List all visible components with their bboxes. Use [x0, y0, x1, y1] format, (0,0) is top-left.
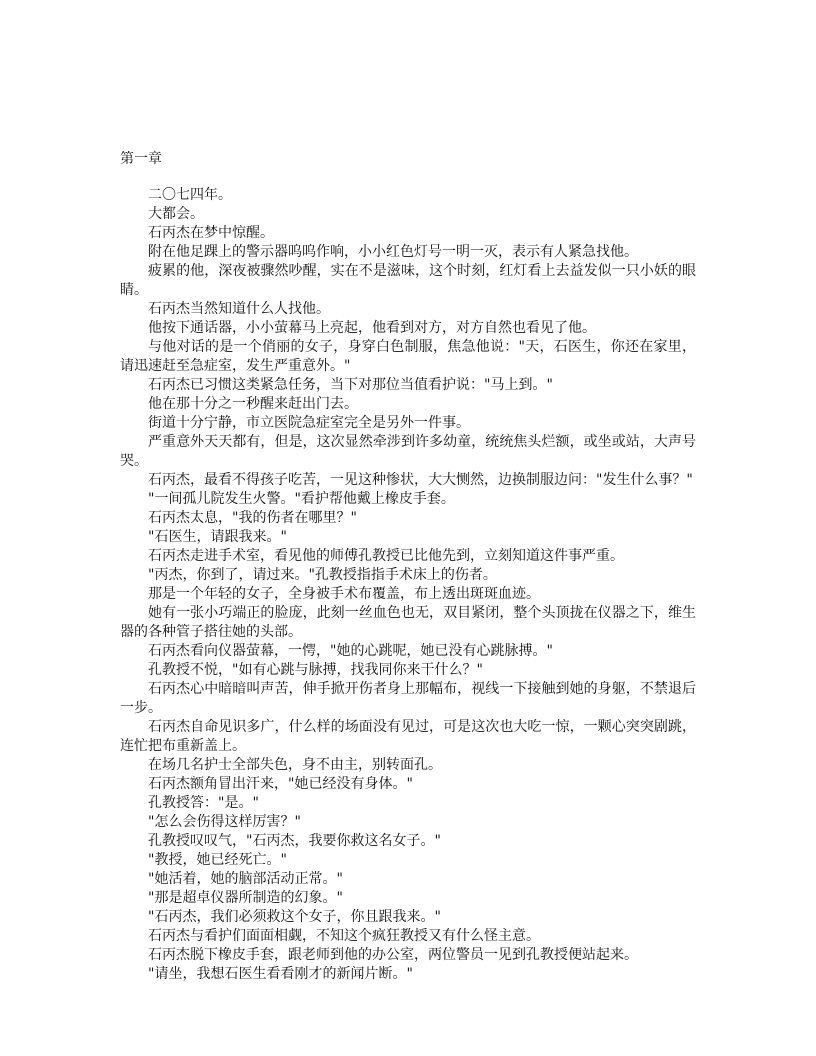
paragraph: 他按下通话器，小小萤幕马上亮起，他看到对方，对方自然也看见了他。 — [148, 320, 596, 336]
paragraph: "教授，她已经死亡。" — [148, 852, 287, 868]
paragraph: 他在那十分之一秒醒来赶出门去。 — [148, 396, 358, 412]
paragraph: 石丙杰心中暗暗叫声苦，伸手掀开伤者身上那幅布，视线一下接触到她的身躯，不禁退后一步。 — [120, 681, 696, 716]
paragraph: "石丙杰，我们必须救这个女子，你且跟我来。" — [148, 909, 441, 925]
paragraph: 那是一个年轻的女子，全身被手术布覆盖，布上透出斑斑血迹。 — [148, 586, 540, 602]
paragraph: 石丙杰走进手术室，看见他的师傅孔教授已比他先到，立刻知道这件事严重。 — [148, 548, 624, 564]
paragraph: 石丙杰在梦中惊醒。 — [148, 225, 274, 241]
paragraph: 街道十分宁静，市立医院急症室完全是另外一件事。 — [148, 415, 470, 431]
paragraph: "一间孤儿院发生火警。"看护帮他戴上橡皮手套。 — [148, 491, 455, 507]
paragraph: "请坐，我想石医生看看刚才的新闻片断。" — [148, 966, 413, 982]
paragraph: 石丙杰额角冒出汗来，"她已经没有身体。" — [148, 776, 413, 792]
paragraph: 石丙杰，最看不得孩子吃苦，一见这种惨状，大大恻然，边换制服边问："发生什么事？" — [148, 472, 693, 488]
paragraph: 严重意外天天都有，但是，这次显然牵涉到许多幼童，统统焦头烂额，或坐或站，大声号哭。 — [120, 434, 696, 469]
paragraph: "那是超卓仪器所制造的幻象。" — [148, 890, 343, 906]
chapter-title: 第一章 — [120, 151, 162, 167]
paragraph: 与他对话的是一个俏丽的女子，身穿白色制服，焦急他说："天，石医生，你还在家里，请迅速赶至急症室，发生严重意外。" — [120, 339, 696, 374]
paragraph: "她活着，她的脑部活动正常。" — [148, 871, 343, 887]
paragraph: 疲累的他，深夜被骤然吵醒，实在不是滋味，这个时刻，红灯看上去益发似一只小妖的眼睛。 — [120, 263, 696, 298]
paragraph: 石丙杰与看护们面面相觑，不知这个疯狂教授又有什么怪主意。 — [148, 928, 540, 944]
paragraph: 石丙杰太息，"我的伤者在哪里？" — [148, 510, 357, 526]
paragraph: "丙杰，你到了，请过来。"孔教授指指手术床上的伤者。 — [148, 567, 497, 583]
paragraph: 石丙杰当然知道什么人找他。 — [148, 301, 330, 317]
paragraph: 孔教授叹叹气，"石丙杰，我要你救这名女子。" — [148, 833, 441, 849]
paragraph: 她有一张小巧端正的脸庞，此刻一丝血色也无，双目紧闭，整个头顶拢在仪器之下，维生器的各种管子搭往她的头部。 — [120, 605, 696, 640]
paragraph: 石丙杰脱下橡皮手套，跟老师到他的办公室，两位警员一见到孔教授便站起来。 — [148, 947, 638, 963]
paragraph: "怎么会伤得这样厉害？" — [148, 814, 301, 830]
paragraph: 孔教授不悦，"如有心跳与脉搏，找我同你来干什么？" — [148, 662, 483, 678]
paragraph: 孔教授答："是。" — [148, 795, 259, 811]
paragraph: 大都会。 — [148, 206, 204, 222]
paragraph: 石丙杰自命见识多广，什么样的场面没有见过，可是这次也大吃一惊，一颗心突突剧跳，连忙把布重新盖上。 — [120, 719, 696, 754]
document-body — [120, 150, 696, 984]
paragraph: 石丙杰看向仪器萤幕，一愕，"她的心跳呢，她已没有心跳脉搏。" — [148, 643, 553, 659]
paragraph: 石丙杰已习惯这类紧急任务，当下对那位当值看护说："马上到。" — [148, 377, 553, 393]
paragraph-list — [120, 186, 696, 984]
paragraph: 在场几名护士全部失色，身不由主，别转面孔。 — [148, 757, 442, 773]
paragraph: 附在他足踝上的警示器呜呜作响，小小红色灯号一明一灭，表示有人紧急找他。 — [148, 244, 638, 260]
paragraph: 二〇七四年。 — [148, 187, 232, 203]
paragraph: "石医生，请跟我来。" — [148, 529, 287, 545]
